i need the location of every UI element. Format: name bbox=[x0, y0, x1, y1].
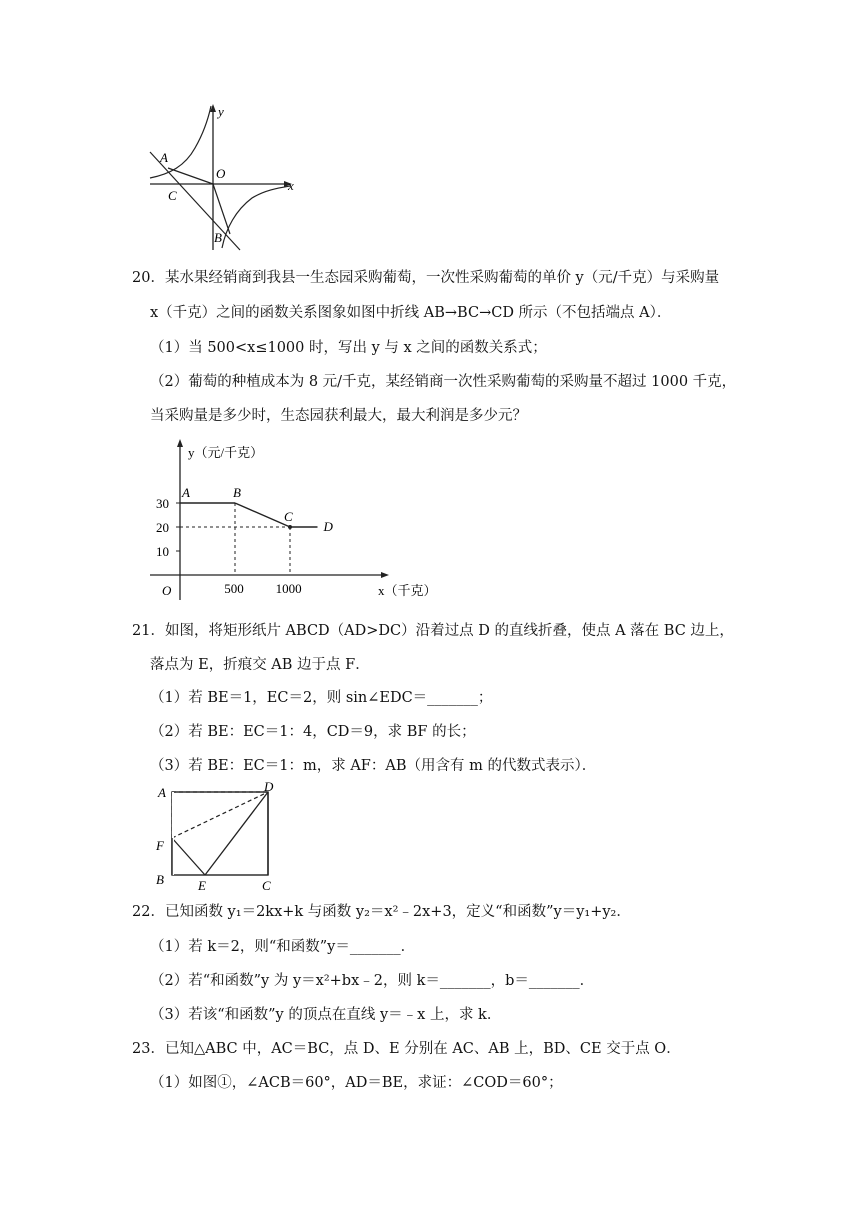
fig-label-b: B bbox=[156, 872, 164, 887]
q19-figure bbox=[140, 100, 310, 255]
q22-stem: 22．已知函数 y₁＝2kx+k 与函数 y₂＝x²﹣2x+3，定义“和函数”y＝y₁+y₂． bbox=[132, 904, 631, 920]
y-tick-label: 20 bbox=[156, 520, 169, 535]
point-c-dot bbox=[288, 525, 292, 529]
series-segment bbox=[235, 503, 290, 527]
q21-part-2: （2）若 BE：EC＝1：4，CD＝9，求 BF 的长； bbox=[150, 724, 476, 740]
q21-rectangle-figure bbox=[150, 778, 290, 893]
q20-price-chart bbox=[140, 435, 460, 605]
q20-part-3: 当采购量是多少时，生态园获利最大，最大利润是多少元？ bbox=[150, 408, 527, 424]
point-label-o: O bbox=[216, 166, 226, 181]
point-label: B bbox=[233, 485, 241, 500]
x-tick-label: 500 bbox=[224, 581, 244, 596]
point-label-b: B bbox=[214, 230, 222, 245]
q21-stem-1: 21．如图，将矩形纸片 ABCD（AD>DC）沿着过点 D 的直线折叠，使点 A 落在 BC 边上， bbox=[132, 623, 734, 639]
q23-stem: 23．已知△ABC 中，AC＝BC，点 D、E 分别在 AC、AB 上，BD、CE 交于点 O． bbox=[132, 1041, 681, 1057]
fig-label-a: A bbox=[158, 785, 166, 800]
chart-ylabel: y（元/千克） bbox=[188, 445, 264, 460]
point-label: A bbox=[182, 485, 190, 500]
q20-part-2: （2）葡萄的种植成本为 8 元/千克，某经销商一次性采购葡萄的采购量不超过 1000 千克， bbox=[150, 374, 737, 390]
chart-origin: O bbox=[162, 583, 172, 598]
q22-part-1: （1）若 k＝2，则“和函数”y＝_______． bbox=[150, 939, 416, 955]
q23-part-1: （1）如图①，∠ACB＝60°，AD＝BE，求证：∠COD＝60°； bbox=[150, 1075, 563, 1091]
q20-stem-2: x（千克）之间的函数关系图象如图中折线 AB→BC→CD 所示（不包括端点 A）． bbox=[150, 305, 672, 321]
y-tick-label: 10 bbox=[156, 544, 169, 559]
q21-part-3: （3）若 BE：EC＝1：m，求 AF：AB（用含有 m 的代数式表示）． bbox=[150, 758, 597, 774]
x-tick-label: 1000 bbox=[275, 581, 302, 596]
chart-xlabel: x（千克） bbox=[378, 583, 437, 598]
q21-part-1: （1）若 BE＝1，EC＝2，则 sin∠EDC＝_______； bbox=[150, 690, 493, 706]
axis-label-x: x bbox=[288, 178, 294, 193]
q22-part-3: （3）若该“和函数”y 的顶点在直线 y＝﹣x 上，求 k． bbox=[150, 1007, 502, 1023]
point-label-a: A bbox=[160, 150, 168, 165]
q20-stem-1: 20．某水果经销商到我县一生态园采购葡萄，一次性采购葡萄的单价 y（元/千克）与采购量 bbox=[132, 270, 720, 286]
q20-part-1: （1）当 500<x≤1000 时，写出 y 与 x 之间的函数关系式； bbox=[150, 340, 547, 356]
axis-label-y: y bbox=[218, 104, 224, 119]
fig-label-e: E bbox=[198, 878, 206, 893]
point-label-c: C bbox=[168, 188, 177, 203]
q22-part-2: （2）若“和函数”y 为 y＝x²+bx﹣2，则 k＝_______，b＝_______． bbox=[150, 973, 595, 989]
point-label: C bbox=[284, 509, 293, 524]
fig-label-c: C bbox=[262, 878, 271, 893]
fig-label-d: D bbox=[264, 779, 274, 794]
fig-label-f: F bbox=[156, 838, 164, 853]
q21-stem-2: 落点为 E，折痕交 AB 边于点 F． bbox=[150, 657, 370, 673]
point-label: D bbox=[323, 519, 333, 534]
y-tick-label: 30 bbox=[156, 496, 169, 511]
